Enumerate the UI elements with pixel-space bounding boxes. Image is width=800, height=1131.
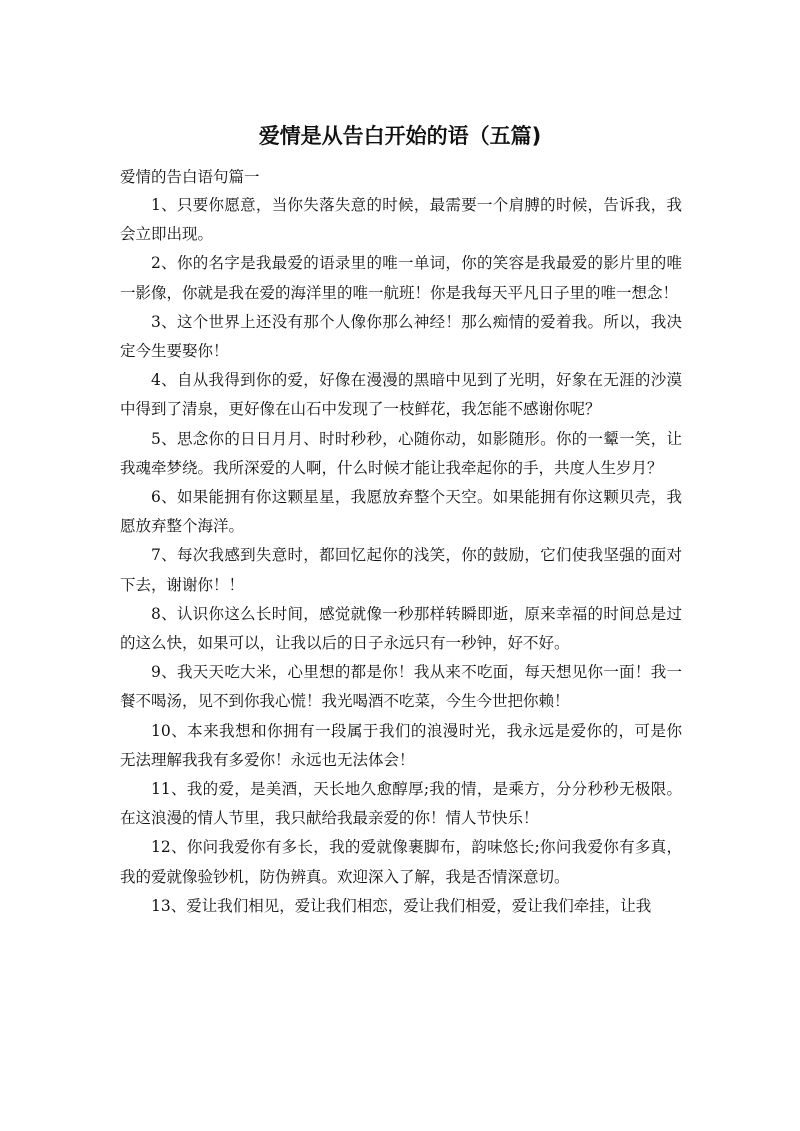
paragraph-8: 8、认识你这么长时间，感觉就像一秒那样转瞬即逝，原来幸福的时间总是过的这么快，如果可以，让我以后的日子永远只有一秒钟，好不好。 (120, 604, 682, 653)
paragraph-13: 13、爱让我们相见，爱让我们相恋，爱让我们相爱，爱让我们牵挂，让我 (151, 896, 652, 915)
section-heading: 爱情的告白语句篇一 (120, 168, 260, 186)
paragraph-7: 7、每次我感到失意时，都回忆起你的浅笑，你的鼓励，它们使我坚强的面对下去，谢谢你！！ (120, 546, 682, 594)
paragraph-2: 2、你的名字是我最爱的语录里的唯一单词，你的笑容是我最爱的影片里的唯一影像，你就是我在爱的海洋里的唯一航班！你是我每天平凡日子里的唯一想念！ (120, 254, 682, 302)
paragraph-12: 12、你问我爱你有多长，我的爱就像裹脚布，韵味悠长;你问我爱你有多真，我的爱就像验钞机，防伪辨真。欢迎深入了解，我是否情深意切。 (120, 838, 682, 886)
paragraph-1: 1、只要你愿意，当你失落失意的时候，最需要一个肩膊的时候，告诉我，我会立即出现。 (120, 196, 682, 244)
paragraph-9: 9、我天天吃大米，心里想的都是你！我从来不吃面，每天想见你一面！我一餐不喝汤，见不到你我心慌！我光喝酒不吃菜，今生今世把你赖！ (120, 663, 682, 711)
paragraph-10: 10、本来我想和你拥有一段属于我们的浪漫时光，我永远是爱你的，可是你无法理解我我有多爱你！永远也无法体会！ (120, 721, 682, 769)
paragraph-4: 4、自从我得到你的爱，好像在漫漫的黑暗中见到了光明，好象在无涯的沙漠中得到了清泉，更好像在山石中发现了一枝鲜花，我怎能不感谢你呢？ (120, 371, 682, 419)
document-body (120, 163, 682, 921)
paragraph-6: 6、如果能拥有你这颗星星，我愿放弃整个天空。如果能拥有你这颗贝壳，我愿放弃整个海洋。 (120, 488, 682, 536)
document-title: 爱情是从告白开始的语（五篇) (258, 124, 542, 148)
paragraph-5: 5、思念你的日日月月、时时秒秒，心随你动，如影随形。你的一颦一笑，让我魂牵梦绕。我所深爱的人啊，什么时候才能让我牵起你的手，共度人生岁月？ (120, 429, 682, 477)
paragraph-11: 11、我的爱，是美酒，天长地久愈醇厚;我的情，是乘方，分分秒秒无极限。在这浪漫的情人节里，我只献给我最亲爱的你！情人节快乐！ (120, 780, 682, 828)
paragraph-3: 3、这个世界上还没有那个人像你那么神经！那么痴情的爱着我。所以，我决定今生要娶你！ (120, 312, 682, 361)
